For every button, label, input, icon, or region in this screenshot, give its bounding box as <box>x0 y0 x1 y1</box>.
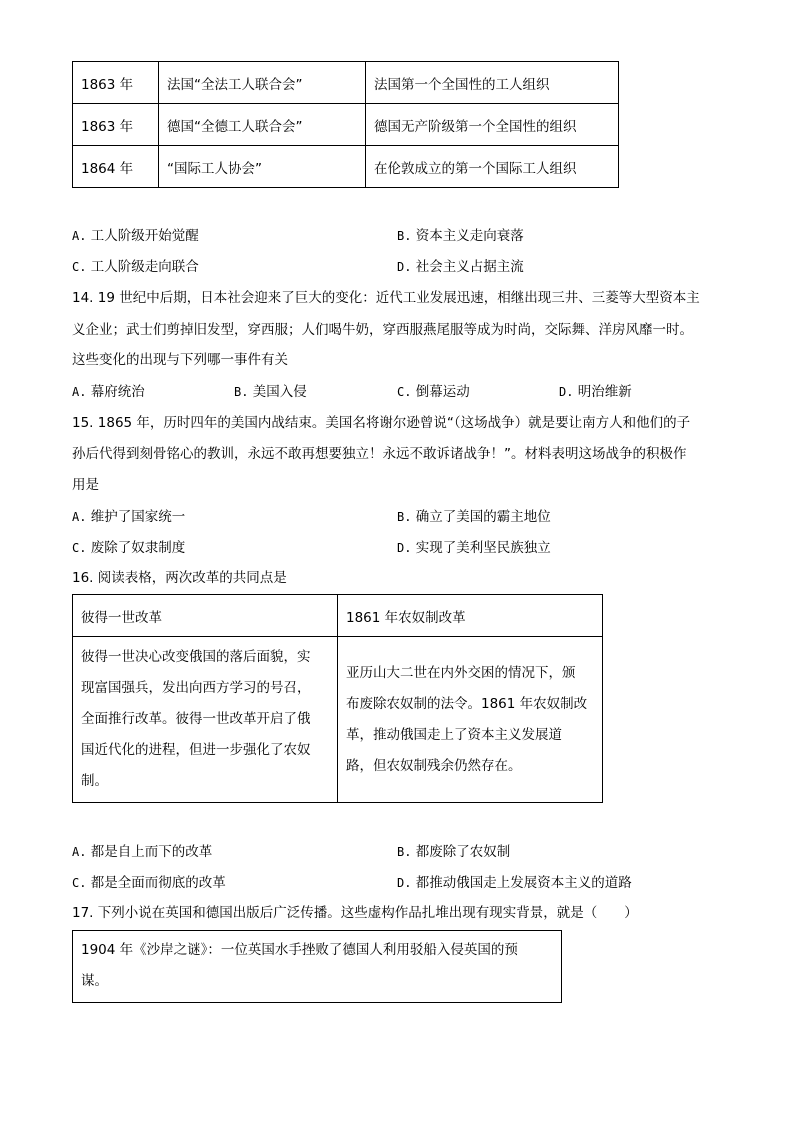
cell-line: 全面推行改革。彼得一世改革开启了俄 <box>81 711 311 727</box>
table-header-cell: 1861 年农奴制改革 <box>338 595 603 637</box>
option-key: A. <box>72 229 87 243</box>
option-key: C. <box>397 385 412 399</box>
option-text: 工人阶级走向联合 <box>90 259 199 275</box>
option-d[interactable] <box>397 873 632 893</box>
option-b[interactable] <box>397 507 551 527</box>
option-key: B. <box>397 229 412 243</box>
option-key: A. <box>72 510 87 524</box>
table-header-cell: 彼得一世改革 <box>73 595 338 637</box>
quote-line: 谋。 <box>81 973 108 989</box>
option-a[interactable] <box>72 842 212 862</box>
option-a[interactable] <box>72 382 145 402</box>
option-key: A. <box>72 385 87 399</box>
table-cell <box>338 637 603 803</box>
question-15-text: 用是 <box>72 477 99 493</box>
option-text: 都是全面而彻底的改革 <box>90 875 226 891</box>
option-d[interactable] <box>397 538 551 558</box>
option-b[interactable] <box>234 382 307 402</box>
table-cell: 1864 年 <box>73 146 159 188</box>
option-c[interactable] <box>72 538 185 558</box>
question-14-text: 这些变化的出现与下列哪一事件有关 <box>72 352 288 368</box>
cell-line: 国近代化的进程，但进一步强化了农奴 <box>81 742 311 758</box>
option-text: 美国入侵 <box>252 384 307 400</box>
option-c[interactable] <box>72 257 199 277</box>
quote-box <box>72 930 562 1003</box>
option-text: 倒幕运动 <box>415 384 470 400</box>
quote-line: 1904 年《沙岸之谜》：一位英国水手挫败了德国人利用驳船入侵英国的预 <box>81 942 518 958</box>
option-text: 社会主义占据主流 <box>415 259 524 275</box>
option-key: D. <box>397 260 412 274</box>
option-key: C. <box>72 876 87 890</box>
option-key: D. <box>559 385 574 399</box>
cell-line: 路，但农奴制残余仍然存在。 <box>346 757 522 774</box>
option-text: 幕府统治 <box>90 384 145 400</box>
option-a[interactable] <box>72 226 199 246</box>
question-16-text: 16. 阅读表格，两次改革的共同点是 <box>72 570 287 586</box>
table-cell: 德国无产阶级第一个全国性的组织 <box>366 104 619 146</box>
cell-line: 现富国强兵，发出向西方学习的号召， <box>81 680 311 696</box>
cell-line: 革，推动俄国走上了资本主义发展道 <box>346 726 562 743</box>
table-cell: 在伦敦成立的第一个国际工人组织 <box>366 146 619 188</box>
option-key: B. <box>397 510 412 524</box>
cell-line: 彼得一世决心改变俄国的落后面貌，实 <box>81 649 311 665</box>
organizations-table <box>72 61 619 188</box>
table-cell: 1863 年 <box>73 62 159 104</box>
option-text: 实现了美利坚民族独立 <box>415 540 551 556</box>
option-d[interactable] <box>559 382 632 402</box>
option-b[interactable] <box>397 842 510 862</box>
option-key: C. <box>72 541 87 555</box>
question-17-text: 17. 下列小说在英国和德国出版后广泛传播。这些虚构作品扎堆出现有现实背景，就是（ ） <box>72 905 638 921</box>
option-text: 都推动俄国走上发展资本主义的道路 <box>415 875 632 891</box>
option-key: B. <box>397 845 412 859</box>
option-text: 工人阶级开始觉醒 <box>90 228 199 244</box>
question-14-text: 14. 19 世纪中后期，日本社会迎来了巨大的变化：近代工业发展迅速，相继出现三井、三菱等大型资本主 <box>72 290 700 306</box>
reforms-table <box>72 594 603 803</box>
option-a[interactable] <box>72 507 185 527</box>
option-text: 都是自上而下的改革 <box>90 844 213 860</box>
question-15-text: 孙后代得到刻骨铭心的教训，永远不敢再想要独立！永远不敢诉诸战争！”。材料表明这场战争的积极作 <box>72 446 687 462</box>
table-cell: 德国“全德工人联合会” <box>159 104 366 146</box>
option-text: 确立了美国的霸主地位 <box>415 509 551 525</box>
option-key: A. <box>72 845 87 859</box>
cell-line: 布废除农奴制的法令。1861 年农奴制改 <box>346 695 588 712</box>
option-key: B. <box>234 385 249 399</box>
table-cell: 法国“全法工人联合会” <box>159 62 366 104</box>
cell-line: 制。 <box>81 773 108 789</box>
table-row <box>73 637 603 803</box>
table-cell: “国际工人协会” <box>159 146 366 188</box>
cell-line: 亚历山大二世在内外交困的情况下，颁 <box>346 664 576 681</box>
table-cell: 1863 年 <box>73 104 159 146</box>
table-cell <box>73 637 338 803</box>
table-row <box>73 146 619 188</box>
option-text: 资本主义走向衰落 <box>415 228 524 244</box>
option-b[interactable] <box>397 226 524 246</box>
table-row <box>73 62 619 104</box>
option-text: 废除了奴隶制度 <box>90 540 186 556</box>
option-c[interactable] <box>397 382 470 402</box>
table-header-row <box>73 595 603 637</box>
option-c[interactable] <box>72 873 226 893</box>
question-14-text: 义企业；武士们剪掉旧发型，穿西服；人们喝牛奶，穿西服燕尾服等成为时尚，交际舞、洋房风靡一时。 <box>72 322 693 338</box>
table-row <box>73 104 619 146</box>
table-cell: 法国第一个全国性的工人组织 <box>366 62 619 104</box>
option-key: D. <box>397 876 412 890</box>
option-text: 维护了国家统一 <box>90 509 186 525</box>
option-key: C. <box>72 260 87 274</box>
option-text: 明治维新 <box>577 384 632 400</box>
option-d[interactable] <box>397 257 524 277</box>
option-key: D. <box>397 541 412 555</box>
option-text: 都废除了农奴制 <box>415 844 511 860</box>
question-15-text: 15. 1865 年，历时四年的美国内战结束。美国名将谢尔逊曾说“（这场战争）就是要让南方人和他们的子 <box>72 415 691 431</box>
